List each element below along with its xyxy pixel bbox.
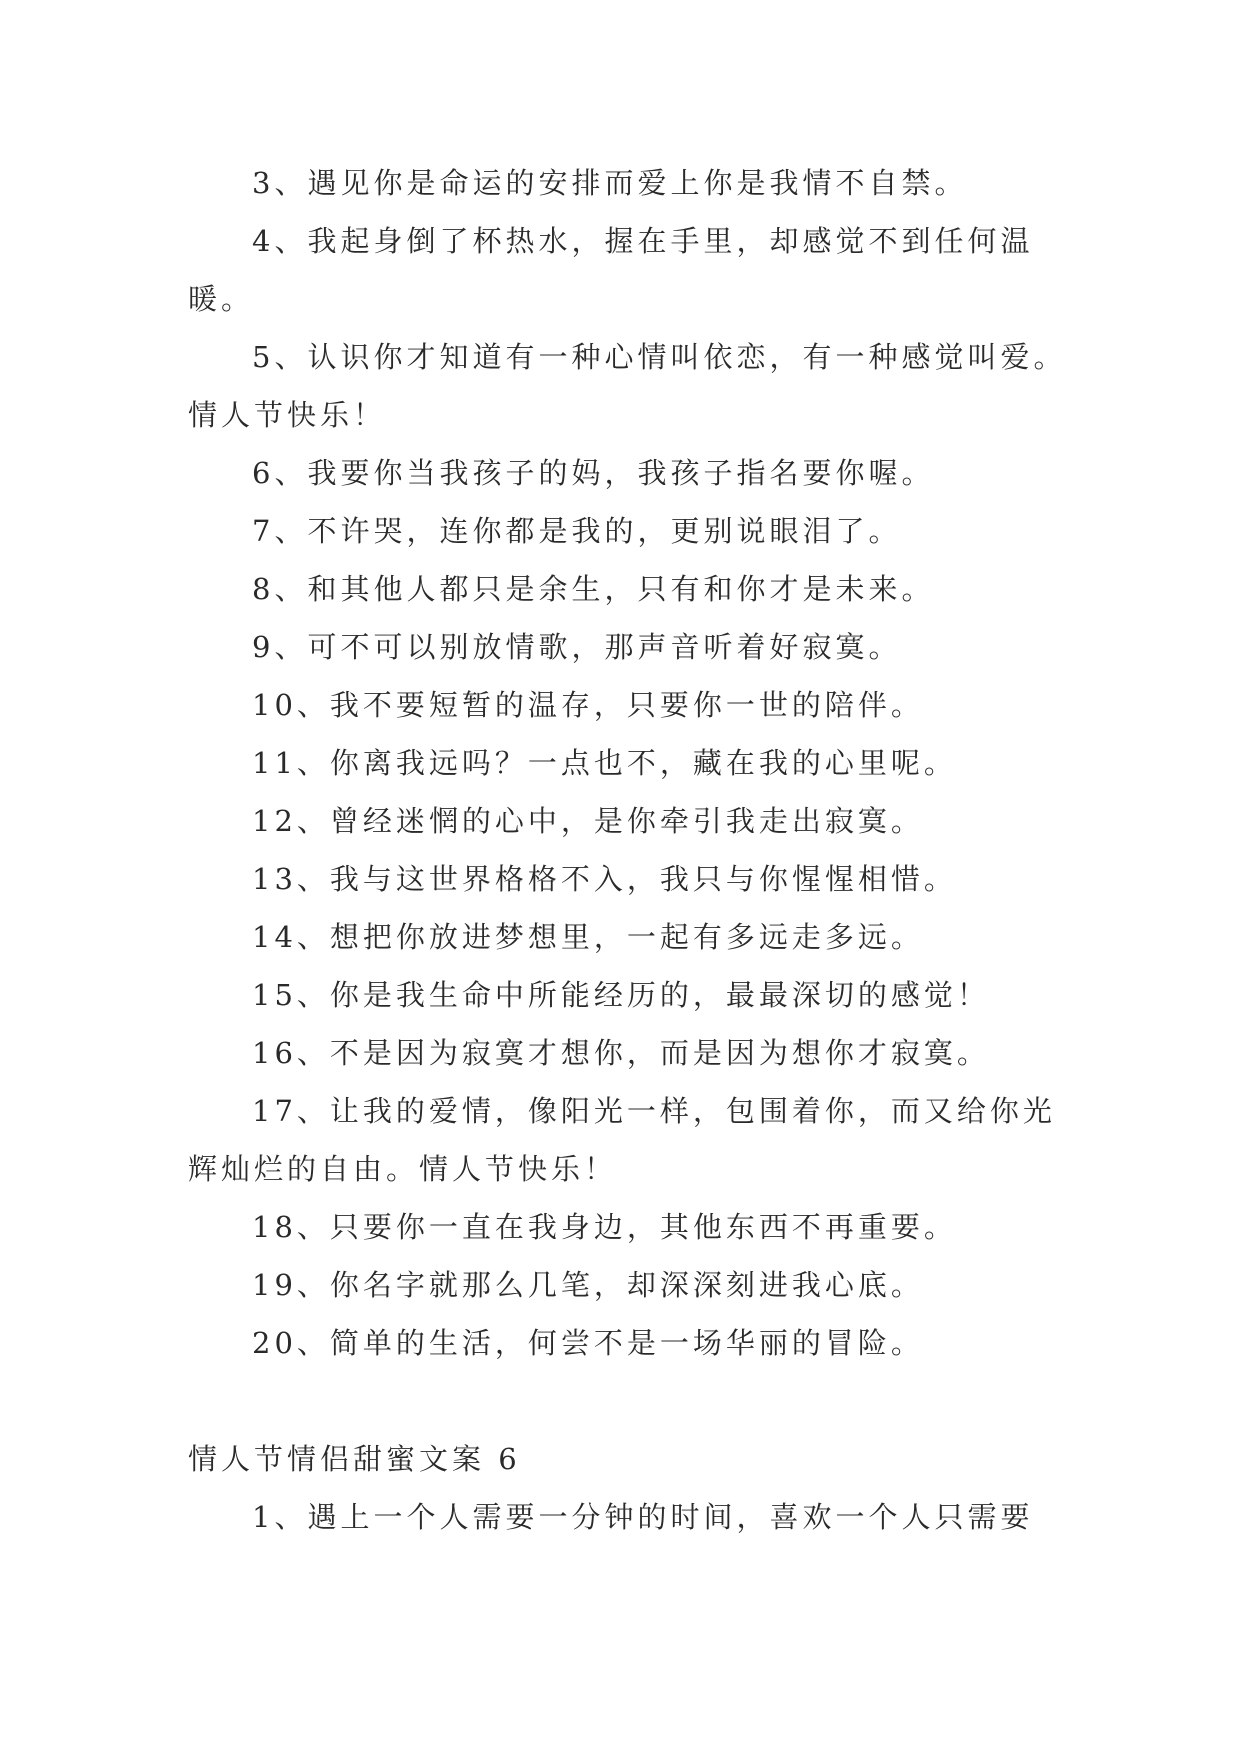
paragraph: 19、你名字就那么几笔，却深深刻进我心底。 (252, 1268, 924, 1302)
paragraph: 4、我起身倒了杯热水，握在手里，却感觉不到任何温暖。 (188, 224, 1034, 316)
paragraph: 11、你离我远吗？一点也不，藏在我的心里呢。 (252, 746, 957, 780)
paragraph: 18、只要你一直在我身边，其他东西不再重要。 (252, 1210, 957, 1244)
paragraph: 14、想把你放进梦想里，一起有多远走多远。 (252, 920, 924, 954)
paragraph: 5、认识你才知道有一种心情叫依恋，有一种感觉叫爱。情人节快乐！ (188, 340, 1067, 432)
paragraph: 6、我要你当我孩子的妈，我孩子指名要你喔。 (252, 456, 935, 490)
section-title: 情人节情侣甜蜜文案 6 (188, 1442, 521, 1476)
paragraph: 3、遇见你是命运的安排而爱上你是我情不自禁。 (252, 166, 968, 200)
paragraph: 20、简单的生活，何尝不是一场华丽的冒险。 (252, 1326, 924, 1360)
paragraph: 16、不是因为寂寞才想你，而是因为想你才寂寞。 (252, 1036, 990, 1070)
paragraph: 13、我与这世界格格不入，我只与你惺惺相惜。 (252, 862, 957, 896)
paragraph: 12、曾经迷惘的心中，是你牵引我走出寂寞。 (252, 804, 924, 838)
paragraph: 8、和其他人都只是余生，只有和你才是未来。 (252, 572, 935, 606)
paragraph: 9、可不可以别放情歌，那声音听着好寂寞。 (252, 630, 902, 664)
paragraph: 10、我不要短暂的温存，只要你一世的陪伴。 (252, 688, 924, 722)
paragraph: 15、你是我生命中所能经历的，最最深切的感觉！ (252, 978, 990, 1012)
paragraph: 1、遇上一个人需要一分钟的时间，喜欢一个人只需要 (252, 1500, 1034, 1534)
paragraph: 7、不许哭，连你都是我的，更别说眼泪了。 (252, 514, 902, 548)
document-body (188, 154, 1078, 1546)
paragraph: 17、让我的爱情，像阳光一样，包围着你，而又给你光辉灿烂的自由。情人节快乐！ (188, 1094, 1056, 1186)
